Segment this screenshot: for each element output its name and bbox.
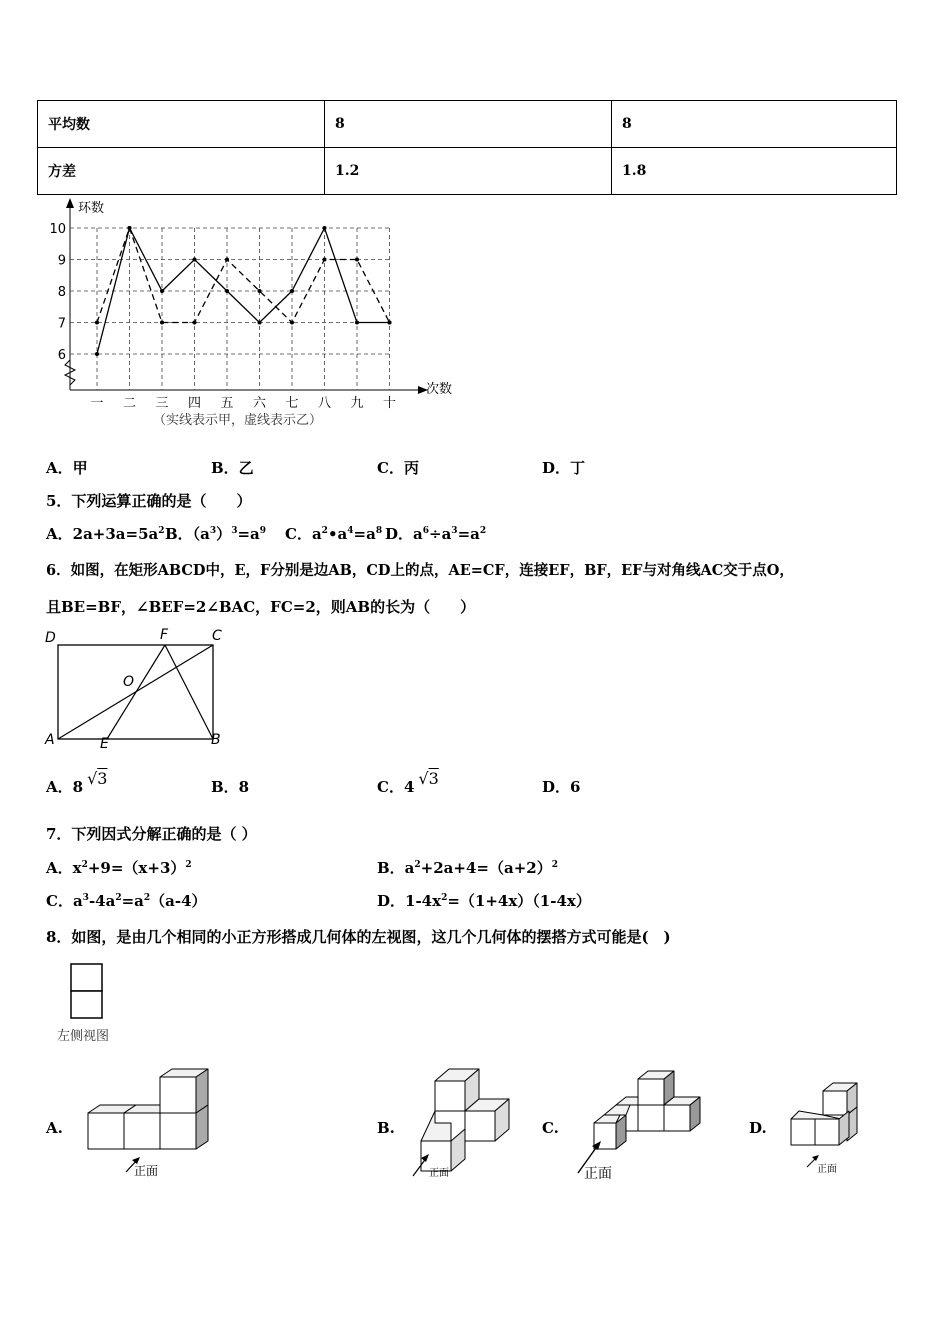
q5-option-b[interactable]: B．$(a^3)^3=a^9$: [165, 525, 267, 543]
data-point: [95, 321, 99, 325]
label-d: D: [45, 630, 56, 646]
table-cell: 8: [325, 101, 612, 148]
data-point: [95, 352, 99, 356]
y-tick-label: 10: [49, 222, 66, 237]
y-tick-label: 9: [57, 253, 66, 269]
table-cell: 平均数: [38, 101, 325, 148]
q7-option-a[interactable]: A．$x^2+9=(x+3)^2$: [46, 859, 192, 877]
table-cell: 方差: [38, 148, 325, 195]
data-point: [290, 289, 294, 293]
solid-option-a: [80, 1065, 230, 1180]
x-tick-label: 八: [317, 396, 332, 411]
cube-front-face: [160, 1077, 196, 1113]
front-arrow-head-icon: [132, 1157, 140, 1164]
front-label: 正面: [584, 1166, 612, 1182]
label-c: C: [212, 628, 222, 644]
q4-option-d[interactable]: D．丁: [542, 459, 586, 477]
data-point: [355, 258, 359, 262]
solid-option-d: [785, 1075, 865, 1180]
cube-front-face: [88, 1113, 124, 1149]
q5-option-d[interactable]: D．$a^6\div a^3=a^2$: [385, 525, 487, 543]
q5-stem: 5．下列运算正确的是（ ）: [46, 492, 252, 510]
solid-option-b: [405, 1065, 525, 1180]
data-point: [290, 321, 294, 325]
x-tick-label: 十: [382, 396, 397, 411]
x-tick-label: 一: [90, 396, 104, 411]
y-axis-arrow-icon: [66, 198, 74, 208]
table-cell: 1.2: [325, 148, 612, 195]
q7-option-b[interactable]: B．$a^2+2a+4=(a+2)^2$: [377, 859, 558, 877]
q6-stem-line2: 且BE=BF，∠BEF=2∠BAC，FC=2，则AB的长为（ ）: [46, 598, 476, 616]
y-axis-label: 环数: [78, 201, 105, 216]
data-point: [225, 289, 229, 293]
x-tick-label: 三: [155, 396, 169, 411]
label-a: A: [45, 732, 55, 748]
q4-option-c[interactable]: C．丙: [377, 459, 419, 477]
x-tick-label: 七: [285, 396, 299, 411]
cube-front-face: [638, 1079, 664, 1105]
q7-option-d[interactable]: D．$1-4x^2=(1+4x)(1-4x)$: [377, 892, 591, 910]
q4-option-b[interactable]: B．乙: [211, 459, 254, 477]
y-tick-label: 6: [57, 348, 66, 363]
y-tick-label: 7: [57, 316, 66, 332]
cube-top-face: [616, 1097, 638, 1105]
q6-stem-line1: 6．如图，在矩形ABCD中，E，F分别是边AB，CD上的点，AE=CF，连接EF，BF，EF与对角线AC交于点O，: [46, 562, 794, 579]
cube-front-face: [823, 1091, 847, 1115]
data-point: [160, 289, 164, 293]
data-point: [258, 289, 262, 293]
label-b: B: [211, 732, 221, 748]
cube-front-face: [160, 1113, 196, 1149]
data-point: [193, 258, 197, 262]
left-view-top-square: [71, 964, 102, 991]
data-point: [225, 258, 229, 262]
cube-front-face: [638, 1105, 664, 1131]
q5-option-c[interactable]: C．$a^2•a^4=a^8$: [285, 525, 383, 543]
cube-front-face: [465, 1111, 495, 1141]
q6-option-c[interactable]: C．4 √3: [377, 769, 439, 796]
solid-option-c: [570, 1065, 705, 1185]
x-tick-label: 六: [252, 396, 267, 411]
front-label: 正面: [817, 1164, 837, 1175]
q8-stem: 8．如图，是由几个相同的小正方形搭成几何体的左视图，这几个几何体的摆搭方式可能是( ): [46, 928, 671, 946]
cube-side-face: [196, 1105, 208, 1149]
q4-option-a[interactable]: A．甲: [46, 459, 88, 477]
series-line-乙: [97, 228, 390, 323]
x-tick-label: 九: [350, 396, 364, 411]
label-o: O: [123, 674, 135, 690]
x-tick-label: 四: [187, 396, 202, 411]
q5-option-a[interactable]: A．$2a+3a=5a^2$: [46, 525, 165, 543]
x-tick-label: 二: [122, 396, 137, 411]
cube-front-face: [124, 1113, 160, 1149]
data-point: [193, 321, 197, 325]
x-axis-label: 次数: [426, 382, 453, 397]
x-tick-label: 五: [220, 396, 234, 411]
table-row: [38, 101, 897, 148]
left-view-figure: [50, 960, 130, 1046]
data-point: [323, 258, 327, 262]
q8-option-d[interactable]: D.: [749, 1119, 767, 1137]
cube-top-face: [594, 1115, 620, 1123]
segment-ef: [107, 645, 165, 739]
label-e: E: [100, 736, 109, 752]
data-point: [388, 321, 392, 325]
data-point: [160, 321, 164, 325]
q7-option-c[interactable]: C．$a^3-4a^2=a^2(a-4)$: [46, 892, 207, 910]
y-tick-label: 8: [57, 285, 66, 300]
q6-option-d[interactable]: D．6: [542, 778, 581, 796]
data-point: [323, 226, 327, 230]
stats-table: [37, 100, 897, 195]
left-view-bottom-square: [71, 991, 102, 1018]
label-f: F: [160, 627, 169, 643]
table-cell: 8: [612, 101, 897, 148]
q7-stem: 7．下列因式分解正确的是（ ）: [46, 825, 257, 843]
q8-option-b[interactable]: B.: [377, 1119, 395, 1137]
data-point: [128, 226, 132, 230]
score-line-chart: [40, 195, 460, 435]
chart-caption: （实线表示甲，虚线表示乙）: [153, 413, 323, 428]
data-point: [355, 321, 359, 325]
data-point: [258, 321, 262, 325]
cube-front-face: [435, 1081, 465, 1111]
q6-option-a[interactable]: A．8 √3: [46, 769, 108, 796]
q8-option-a[interactable]: A.: [46, 1119, 63, 1137]
table-cell: 1.8: [612, 148, 897, 195]
front-label: 正面: [429, 1168, 449, 1179]
q8-option-c[interactable]: C.: [542, 1119, 559, 1137]
cube-front-face: [664, 1105, 690, 1131]
rectangle-figure: [40, 625, 240, 755]
cube-top-face: [604, 1105, 630, 1115]
front-label: 正面: [134, 1164, 159, 1178]
cube-front-face: [791, 1119, 815, 1145]
left-view-label: 左侧视图: [57, 1029, 110, 1044]
q6-option-b[interactable]: B．8: [211, 778, 250, 796]
cube-front-face: [815, 1119, 839, 1145]
table-row: [38, 148, 897, 195]
front-arrow-head-icon: [812, 1155, 819, 1161]
